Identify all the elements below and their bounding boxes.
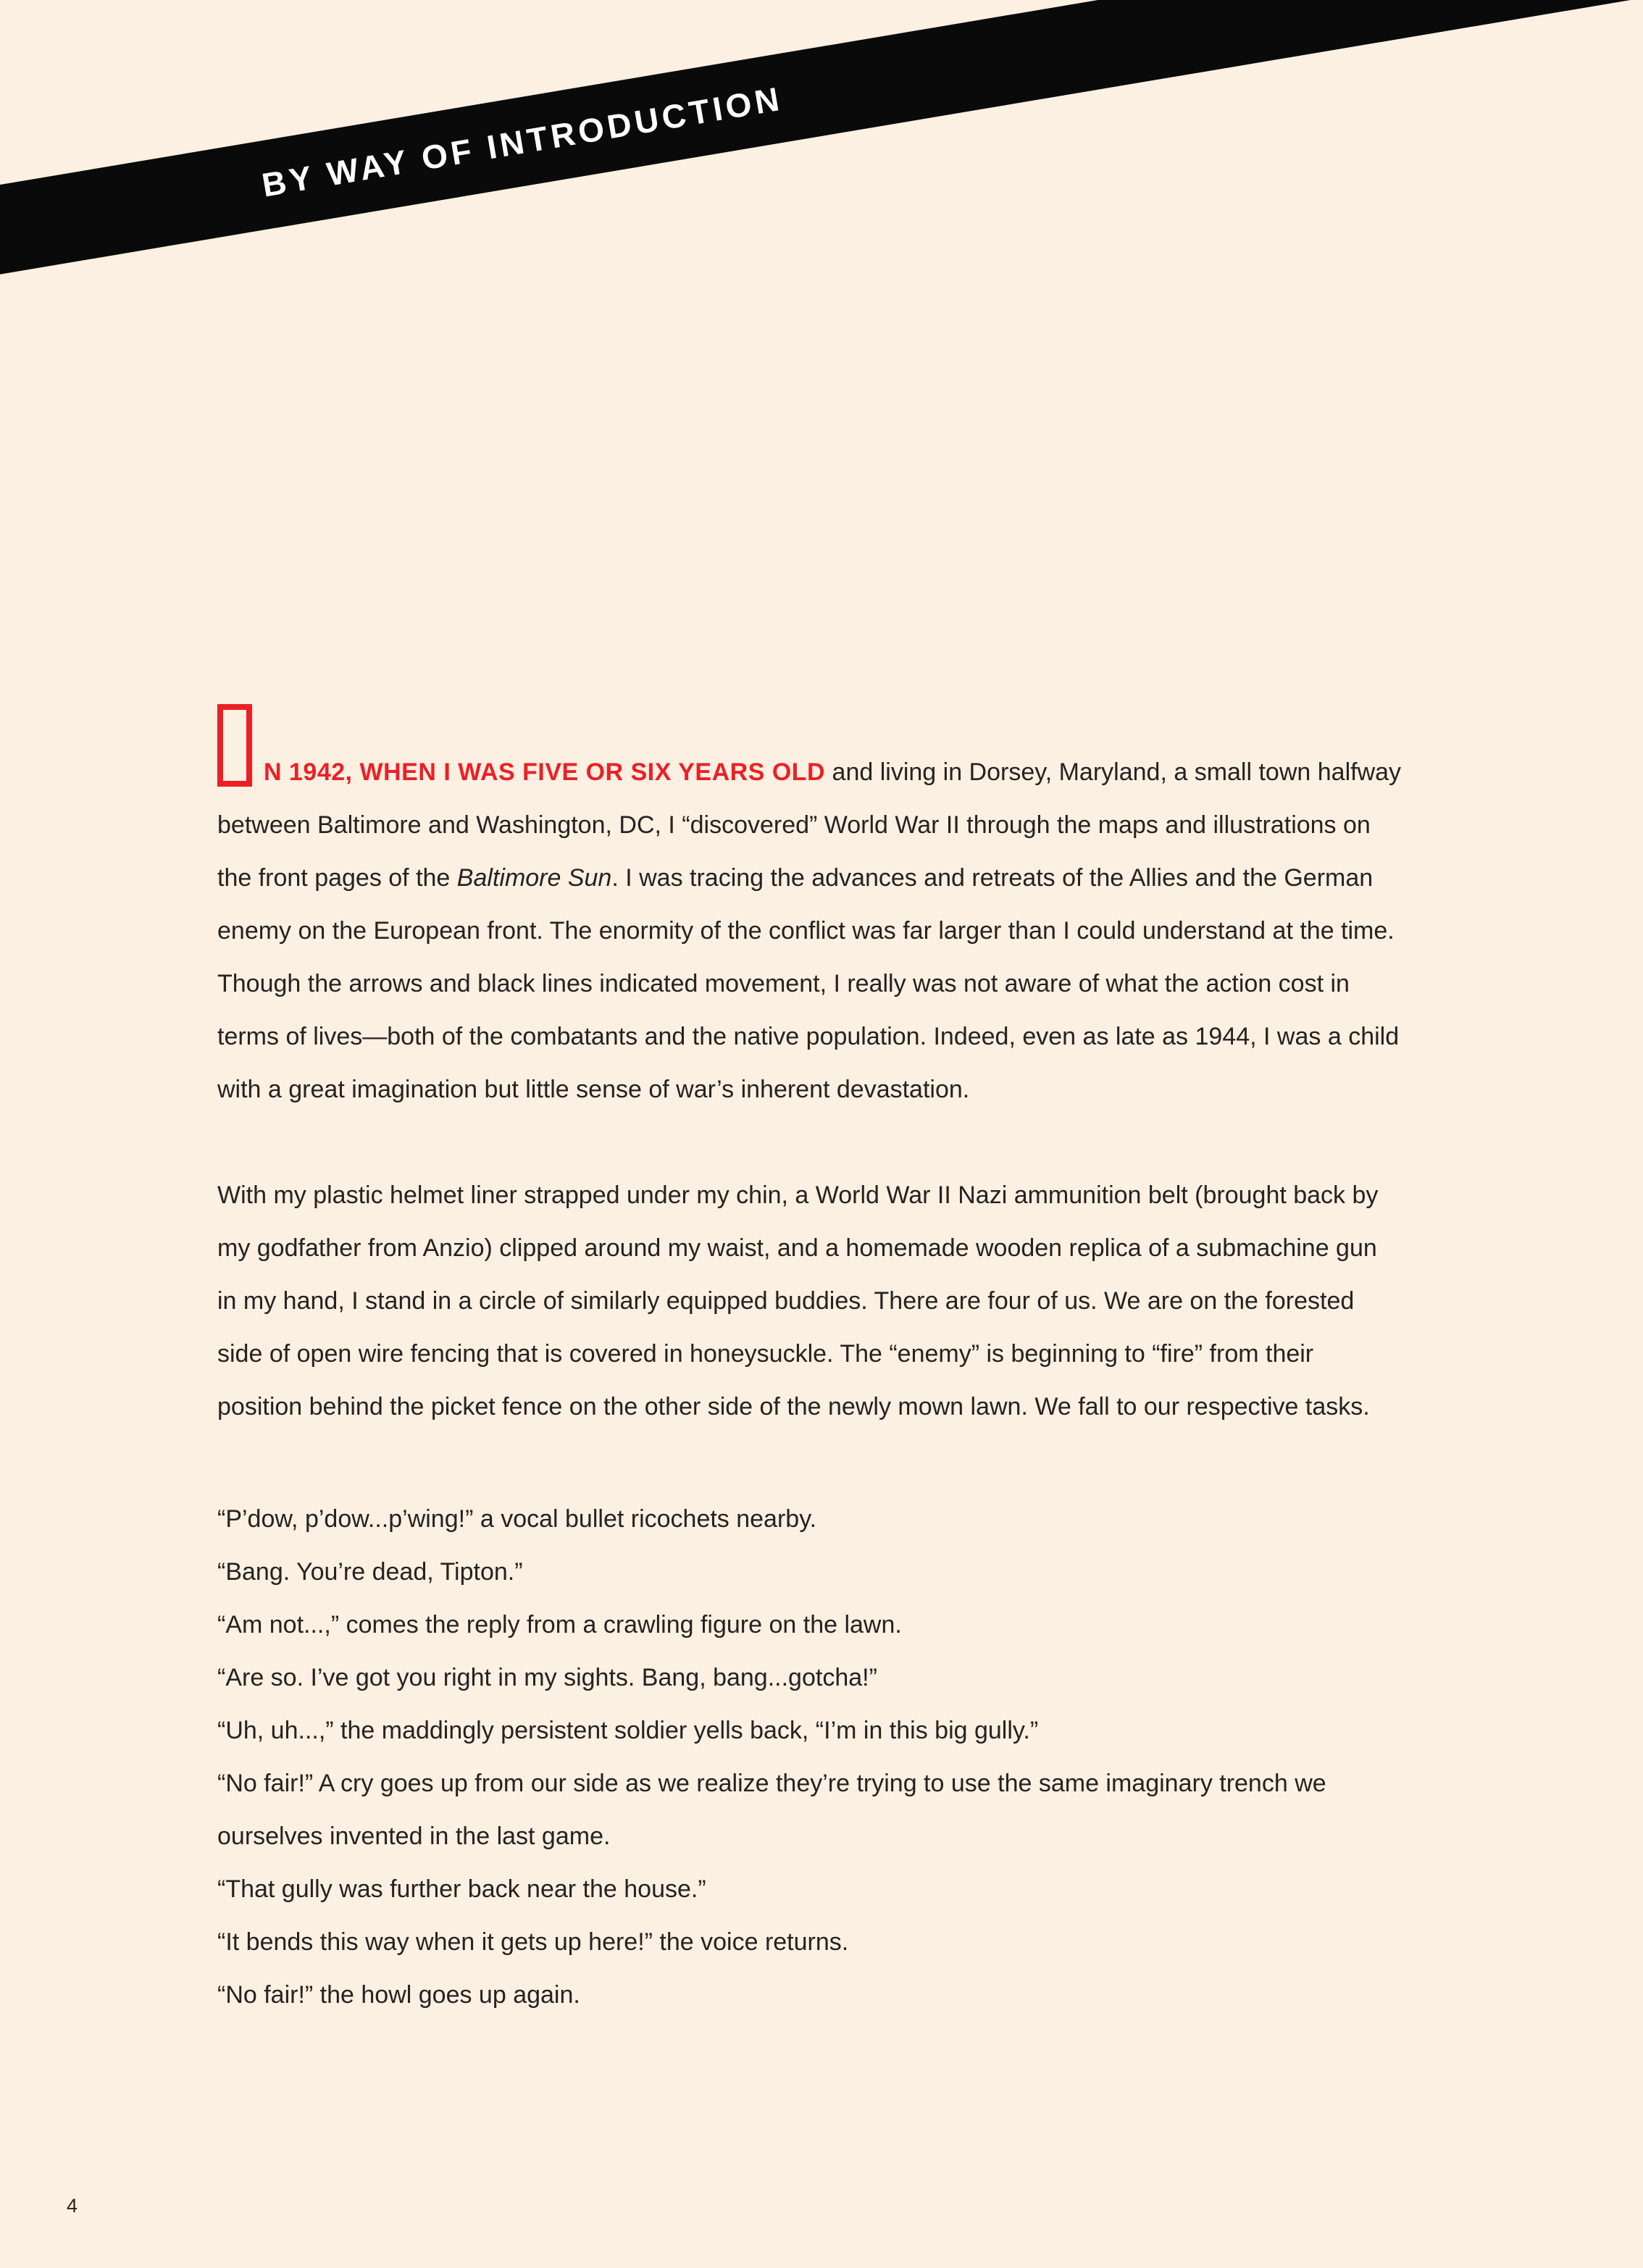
dialogue-line: “P’dow, p’dow...p’wing!” a vocal bullet ricochets nearby. (217, 1505, 817, 1533)
intro-text-before-italic: and living in Dorsey, Maryland, a small town halfway between Baltimore and Washington, DC, I “discovered” World War II through the maps and illustrations on the front pages of the (217, 758, 1402, 892)
dialogue-line: “Are so. I’ve got you right in my sights. Bang, bang...gotcha!” (217, 1664, 877, 1691)
lead-red-text: N 1942, WHEN I WAS FIVE OR SIX YEARS OLD (264, 758, 826, 786)
dialogue-line: “That gully was further back near the house.” (217, 1875, 706, 1903)
dialogue-line: “Am not...,” comes the reply from a crawling figure on the lawn. (217, 1611, 902, 1639)
body-paragraph: With my plastic helmet liner strapped under my chin, a World War II Nazi ammunition belt (brought back by my godfather from Anzio) clipped around my waist, and a homemade wooden replica of a submachine gun in my hand, I stand in a circle of similarly equipped buddies. There are four of us. We are on the forested side of open wire fencing that is covered in honeysuckle. The “enemy” is beginning to “fire” from their position behind the picket fence on the other side of the newly mown lawn. We fall to our respective tasks. (217, 1181, 1379, 1420)
newspaper-name-italic: Baltimore Sun (456, 864, 612, 892)
dialogue-line: “Uh, uh...,” the maddingly persistent soldier yells back, “I’m in this big gully.” (217, 1717, 1039, 1744)
drop-cap-letter-i (217, 704, 252, 787)
dialogue-block (217, 1493, 1402, 2022)
dialogue-line: “It bends this way when it gets up here!” the voice returns. (217, 1928, 849, 1956)
intro-paragraph (217, 746, 1402, 1116)
dialogue-line: “Bang. You’re dead, Tipton.” (217, 1558, 523, 1586)
page-number: 4 (67, 2195, 78, 2217)
text-column (217, 746, 1402, 2022)
intro-text-after-italic: . I was tracing the advances and retreats of the Allies and the German enemy on the European front. The enormity of the conflict was far larger than I could understand at the time. Though the arrows and black lines indicated movement, I really was not aware of what the action cost in terms of lives—both of the combatants and the native population. Indeed, even as late as 1944, I was a child with a great imagination but little sense of war’s inherent devastation. (217, 864, 1400, 1103)
dialogue-line: “No fair!” the howl goes up again. (217, 1981, 580, 2009)
diagonal-banner (0, 0, 1643, 298)
dialogue-line: “No fair!” A cry goes up from our side as we realize they’re trying to use the same imaginary trench we ourselves invented in the last game. (217, 1770, 1326, 1850)
chapter-title: BY WAY OF INTRODUCTION (259, 79, 785, 204)
